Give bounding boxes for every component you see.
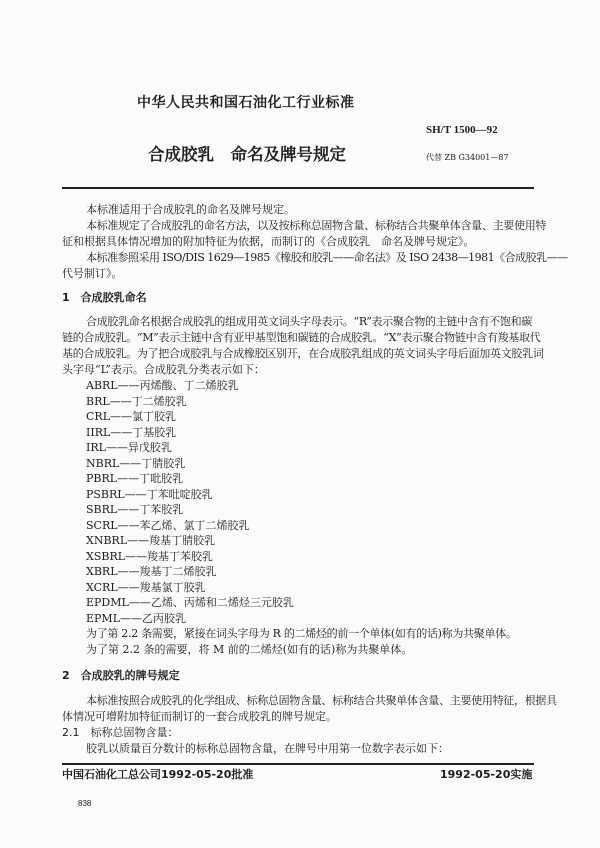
- list-item: SBRL——丁苯胶乳: [86, 503, 184, 516]
- intro-line: 本标准参照采用 ISO/DIS 1629—1985《橡胶和胶乳——命名法》及 ISO 2438—1981《合成胶乳——: [86, 251, 568, 264]
- list-item: XNBRL——羧基丁腈胶乳: [86, 534, 216, 547]
- issuing-authority: 中华人民共和国石油化工行业标准: [137, 95, 355, 111]
- section-1-note: 为了第 2.2 条需要，紧接在词头字母为 R 的二烯烃的前一个单体(如有的话)称为共聚单体。: [86, 627, 517, 640]
- intro-line: 本标准适用于合成胶乳的命名及牌号规定。: [86, 203, 295, 216]
- section-1-para: 头字母“L”表示。合成胶乳分类表示如下：: [62, 363, 265, 376]
- list-item: PBRL——丁吡胶乳: [86, 472, 184, 485]
- list-item: EPDML——乙烯、丙烯和二烯烃三元胶乳: [86, 596, 294, 609]
- list-item: XSBRL——羧基丁苯胶乳: [86, 549, 214, 563]
- list-item: EPML——乙丙胶乳: [86, 611, 186, 625]
- section-2-heading: 2 合成胶乳的牌号规定: [62, 669, 180, 682]
- list-item: IRL——异戊胶乳: [86, 441, 172, 454]
- standard-code: SH/T 1500—92: [426, 124, 498, 136]
- list-item: PSBRL——丁苯吡啶胶乳: [86, 487, 213, 501]
- section-1-note: 为了第 2.2 条的需要，将 M 前的二烯烃(如有的话)称为共聚单体。: [86, 643, 413, 656]
- list-item: IIRL——丁基胶乳: [86, 425, 177, 439]
- page-number: 838: [78, 799, 92, 808]
- header-rule: [62, 187, 534, 189]
- section-2-1-heading: 2.1 标称总固物含量：: [62, 726, 179, 739]
- list-item: XBRL——羧基丁二烯胶乳: [86, 565, 217, 578]
- section-1-para: 基的合成胶乳。为了把合成胶乳与合成橡胶区别开，在合成胶乳组成的英文词头字母后面加英文胶乳词: [62, 347, 544, 360]
- intro-line: 代号制订》。: [62, 267, 123, 280]
- intro-line: 征和根据具体情况增加的附加特征为依据，而制订的《合成胶乳 命名及牌号规定》。: [62, 235, 475, 248]
- intro-line: 本标准规定了合成胶乳的命名方法，以及按标称总固物含量、标称结合共聚单体含量、主要使用特: [86, 219, 547, 232]
- approval-date: 中国石油化工总公司1992-05-20批准: [62, 768, 254, 781]
- section-2-para: 体情况可增附加特征而制订的一套合成胶乳的牌号规定。: [62, 710, 337, 723]
- list-item: NBRL——丁腈胶乳: [86, 456, 186, 470]
- list-item: ABRL——丙烯酸、丁二烯胶乳: [86, 379, 239, 392]
- list-item: CRL——氯丁胶乳: [86, 410, 177, 423]
- effective-date: 1992-05-20实施: [440, 768, 533, 781]
- document-title: 合成胶乳 命名及牌号规定: [148, 145, 346, 164]
- replaces-note: 代替 ZB G34001—87: [426, 153, 509, 162]
- section-1-para: 链的合成胶乳。“M”表示主链中含有亚甲基型饱和碳链的合成胶乳。“X”表示聚合物链中含有羧基取代: [62, 331, 541, 344]
- section-2-para: 本标准按照合成胶乳的化学组成、标称总固物含量、标称结合共聚单体含量、主要使用特征，根据具: [86, 694, 557, 707]
- footer-rule: [62, 763, 534, 765]
- section-1-para: 合成胶乳命名根据合成胶乳的组成用英文词头字母表示。“R”表示聚合物的主链中含有不饱和碳: [86, 315, 533, 328]
- list-item: SCRL——苯乙烯、氯丁二烯胶乳: [86, 518, 250, 532]
- list-item: XCRL——羧基氯丁胶乳: [86, 580, 206, 594]
- list-item: BRL——丁二烯胶乳: [86, 394, 187, 408]
- section-2-1-para: 胶乳以质量百分数计的标称总固物含量，在牌号中用第一位数字表示如下：: [86, 742, 449, 755]
- section-1-heading: 1 合成胶乳命名: [62, 291, 147, 304]
